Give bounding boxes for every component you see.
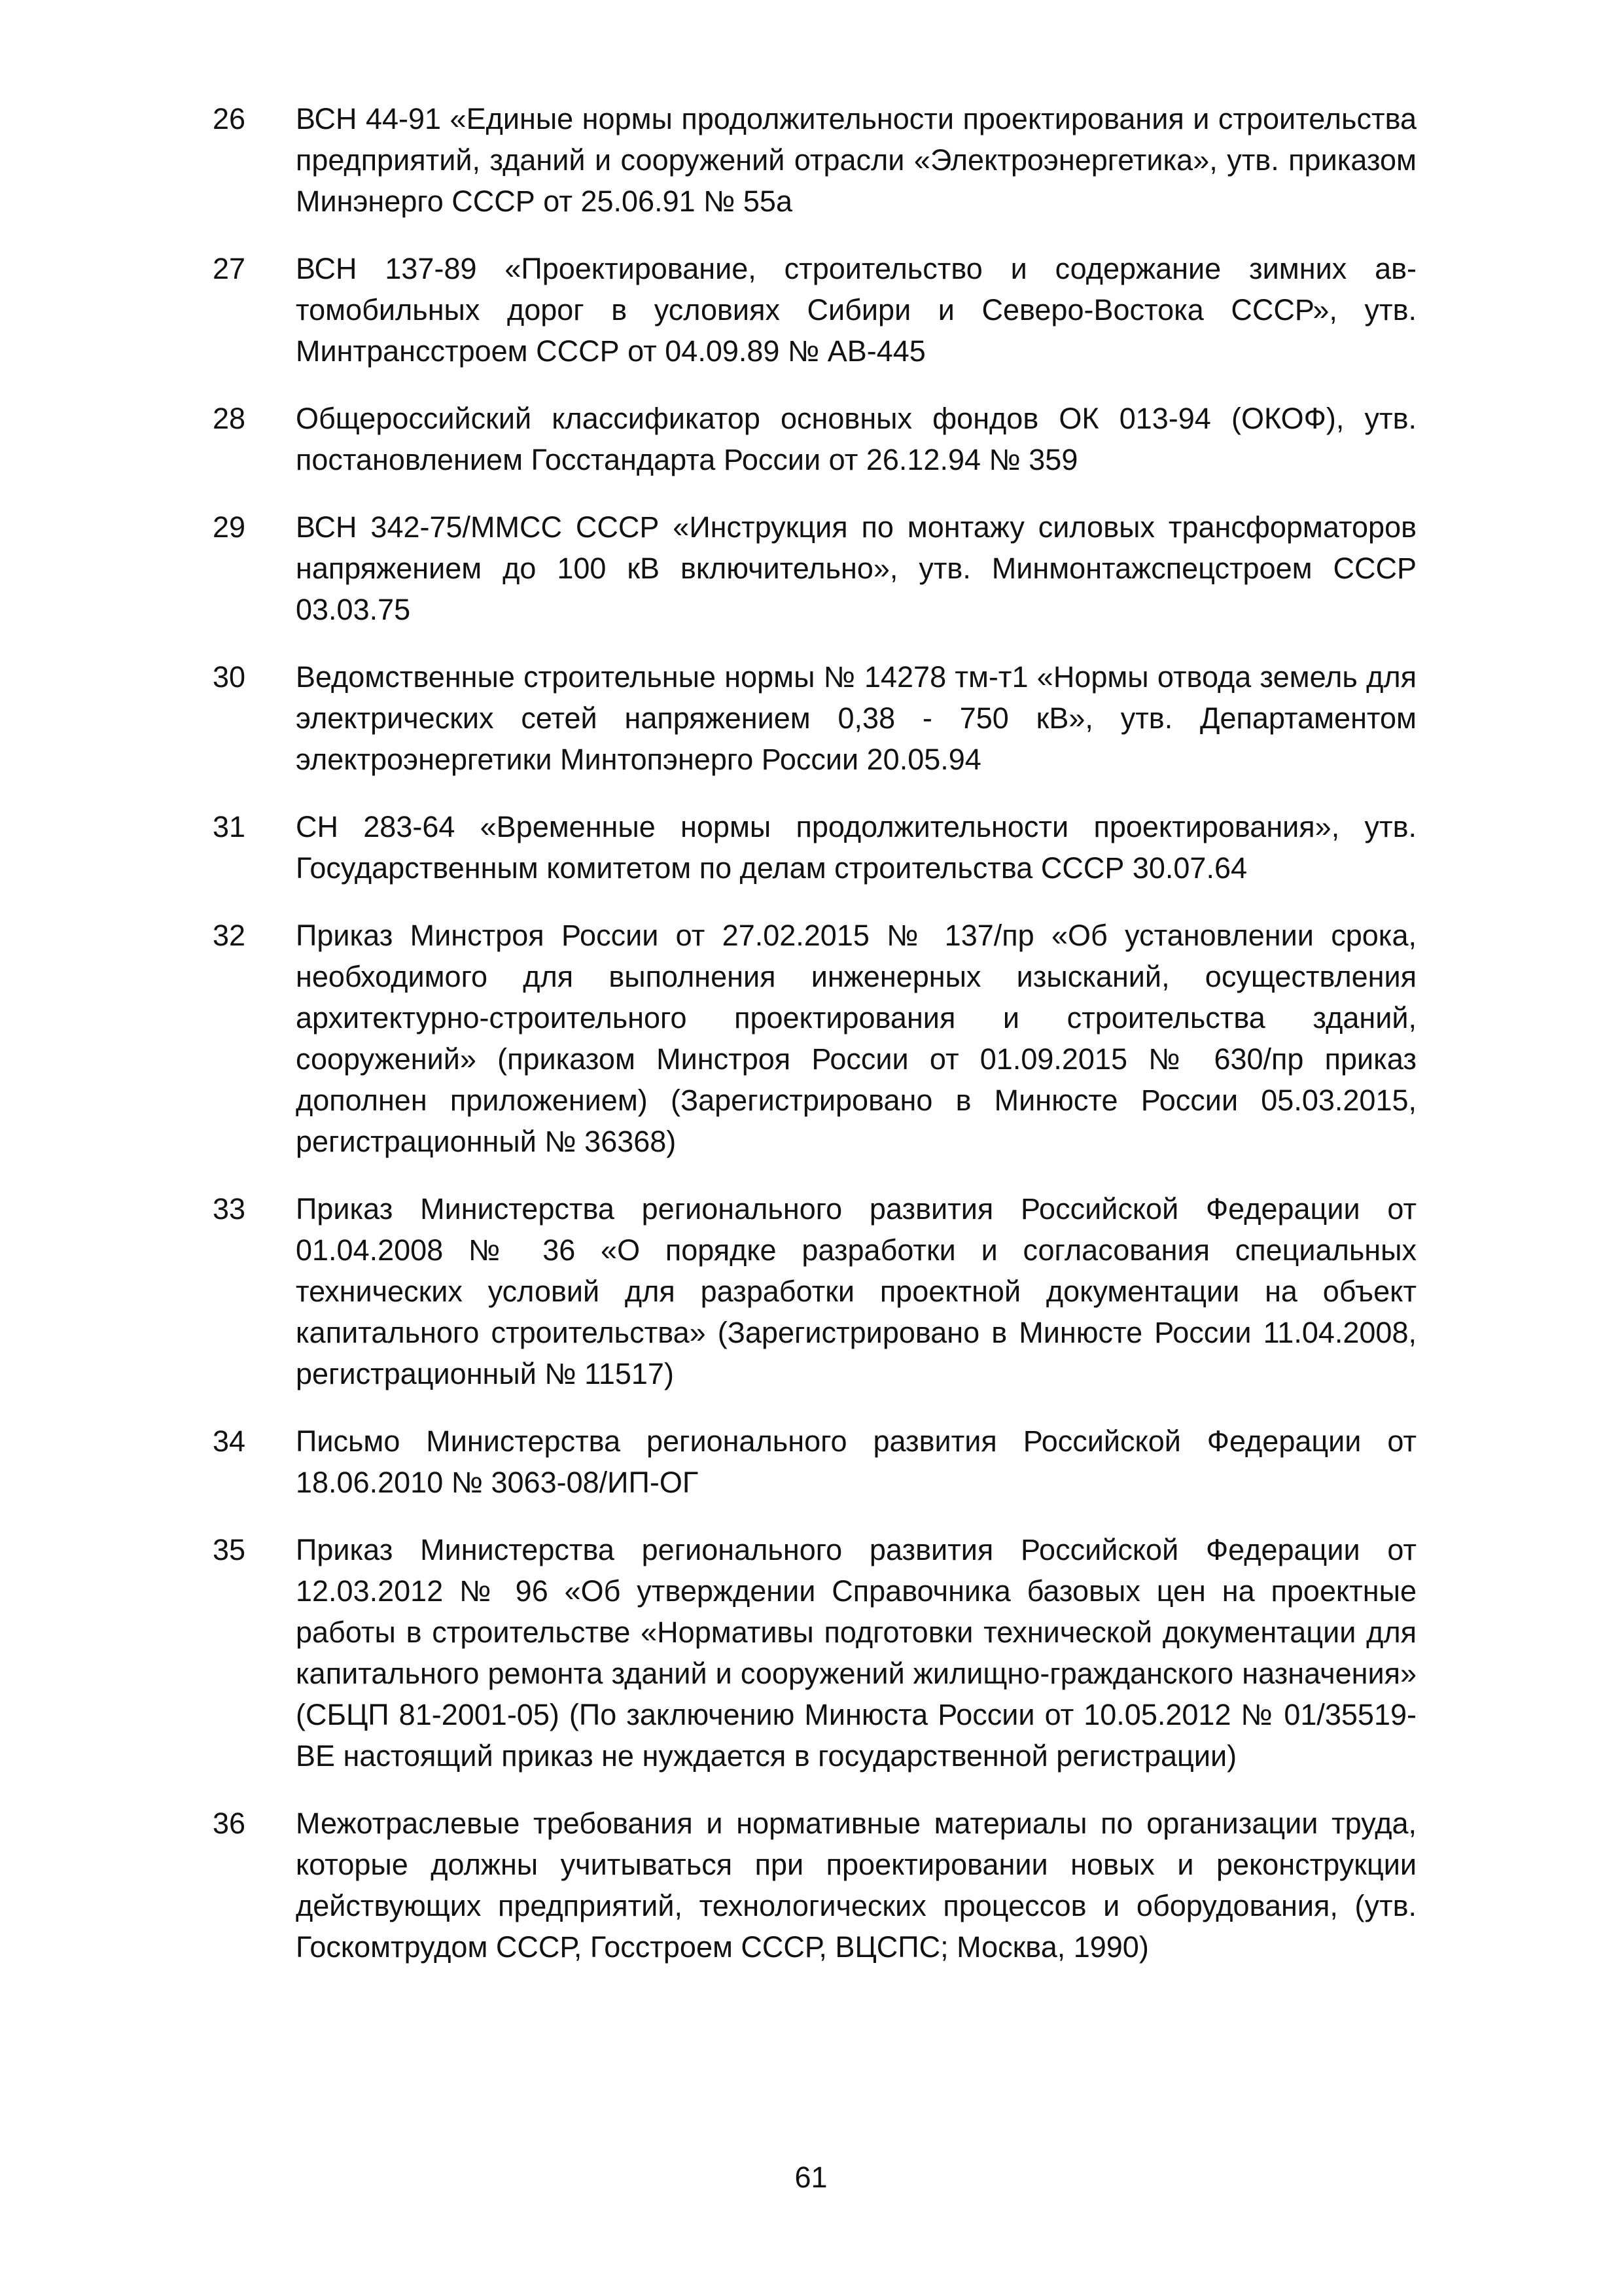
reference-number: 30	[213, 660, 246, 694]
reference-item	[213, 1421, 1417, 1503]
reference-text: Ведомственные строительные нормы № 14278 тм-т1 «Нормы отвода земель для электрических сетей напряжением 0,38 - 750 кВ», утв. Департаментом электроэнергетики Минтопэнерго России 20.05.94	[296, 660, 1417, 776]
reference-number: 35	[213, 1533, 246, 1566]
reference-number: 26	[213, 102, 246, 135]
reference-text: Общероссийский классификатор основных фондов ОК 013-94 (ОКОФ), утв. постановлением Госстандарта России от 26.12.94 № 359	[296, 402, 1417, 476]
reference-text: Приказ Министерства регионального развития Российской Федерации от 12.03.2012 № 96 «Об утверждении Справочника базовых цен на проектные работы в строительстве «Нормативы подготовки технической документации для капитального ремонта зданий и сооружений жилищно-гражданского назначения» (СБЦП 81-2001-05) (По заключению Минюста России от 10.05.2012 № 01/35519-ВЕ настоящий приказ не нуждается в государственной регистрации)	[296, 1533, 1417, 1773]
reference-item	[213, 98, 1417, 222]
reference-text: Приказ Министерства регионального развития Российской Федерации от 01.04.2008 № 36 «О порядке разработки и согласования специальных технических условий для разработки проектной документации на объект капитального строительства» (Зарегистрировано в Минюсте России 11.04.2008, регистрационный № 11517)	[296, 1192, 1417, 1390]
reference-text: ВСН 44-91 «Единые нормы продолжительности проектирования и строительства предприятий, зданий и сооружений отрасли «Электроэнергетика», утв. приказом Минэнерго СССР от 25.06.91 № 55а	[296, 102, 1417, 218]
reference-number: 28	[213, 402, 246, 435]
reference-number: 31	[213, 810, 246, 843]
reference-item	[213, 1529, 1417, 1776]
reference-item	[213, 248, 1417, 372]
reference-text: Письмо Министерства регионального развития Российской Федерации от 18.06.2010 № 3063-08/ИП-ОГ	[296, 1424, 1417, 1499]
reference-item	[213, 656, 1417, 780]
reference-item	[213, 398, 1417, 480]
reference-text: Приказ Минстроя России от 27.02.2015 № 137/пр «Об установлении срока, необходимого для выполнения инженерных изысканий, осуществления архитектурно-строительного проектирования и строительства зданий, сооружений» (приказом Минстроя России от 01.09.2015 № 630/пр приказ дополнен приложением) (Зарегистрировано в Минюсте России 05.03.2015, регистрационный № 36368)	[296, 919, 1417, 1158]
reference-number: 27	[213, 252, 246, 285]
reference-item	[213, 806, 1417, 889]
reference-text: СН 283-64 «Временные нормы продолжительности проектирования», утв. Государственным комитетом по делам строительства СССР 30.07.64	[296, 810, 1417, 885]
reference-text: ВСН 342-75/ММСС СССР «Инструкция по монтажу силовых трансформаторов напряжением до 100 кВ включительно», утв. Минмонтажспецстроем СССР 03.03.75	[296, 510, 1417, 626]
reference-item	[213, 1188, 1417, 1394]
reference-list	[213, 98, 1417, 1994]
reference-number: 33	[213, 1192, 246, 1226]
reference-number: 32	[213, 919, 246, 952]
reference-number: 34	[213, 1424, 246, 1458]
reference-item	[213, 1803, 1417, 1968]
reference-text: Межотраслевые требования и нормативные материалы по организации труда, которые должны учитываться при проектировании новых и реконструкции действующих предприятий, технологических процессов и оборудования, (утв. Госкомтрудом СССР, Госстроем СССР, ВЦСПС; Москва, 1990)	[296, 1807, 1417, 1964]
reference-item	[213, 506, 1417, 630]
page-number: 61	[794, 2161, 828, 2194]
reference-number: 29	[213, 510, 246, 544]
reference-number: 36	[213, 1807, 246, 1840]
reference-text: ВСН 137-89 «Проектирование, строительство и содержание зимних автомобильных дорог в условиях Сибири и Северо-Востока СССР», утв. Минтрансстроем СССР от 04.09.89 № АВ-445	[296, 252, 1417, 368]
reference-item	[213, 915, 1417, 1162]
